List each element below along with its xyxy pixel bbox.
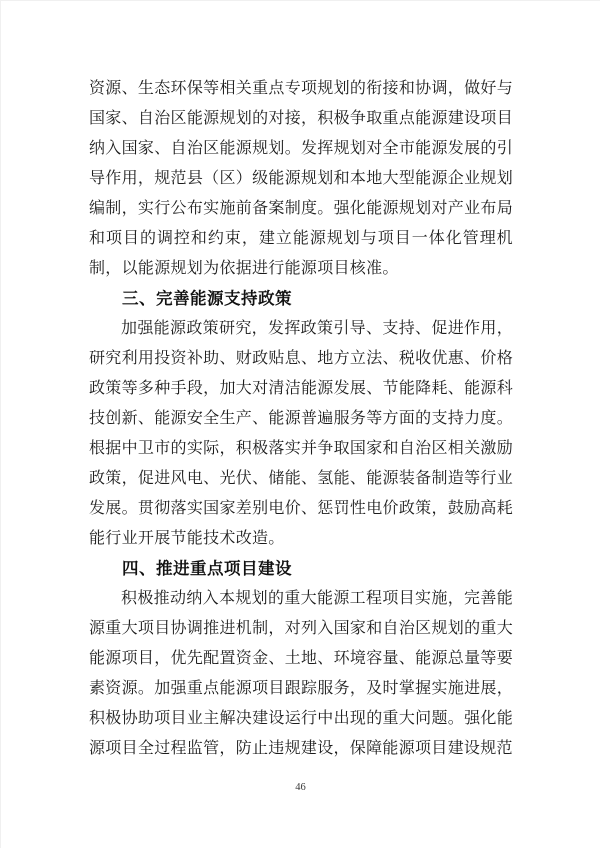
page-number: 46: [295, 782, 306, 793]
paragraph-policy-support: 加强能源政策研究，发挥政策引导、支持、促进作用，研究利用投资补助、财政贴息、地方立法、税收优惠、价格政策等多种手段，加大对清洁能源发展、节能降耗、能源科技创新、能源安全生产、能源普遍服务等方面的支持力度。根据中卫市的实际，积极落实并争取国家和自治区相关激励政策，促进风电、光伏、储能、氢能、能源装备制造等行业发展。贯彻落实国家差别电价、惩罚性电价政策，鼓励高耗能行业开展节能技术改造。: [89, 320, 513, 547]
section-heading-4: 四、推进重点项目建设: [122, 560, 292, 578]
paragraph-key-projects: 积极推动纳入本规划的重大能源工程项目实施，完善能源重大项目协调推进机制，对列入国家和自治区规划的重大能源项目，优先配置资金、土地、环境容量、能源总量等要素资源。加强重点能源项目跟踪服务，及时掌握实施进展，积极协助项目业主解决建设运行中出现的重大问题。强化能源项目全过程监管，防止违规建设，保障能源项目建设规范: [89, 590, 513, 757]
section-heading-3: 三、完善能源支持政策: [122, 290, 292, 308]
paragraph-continuation: 资源、生态环保等相关重点专项规划的衔接和协调，做好与国家、自治区能源规划的对接，积极争取重点能源建设项目纳入国家、自治区能源规划。发挥规划对全市能源发展的引导作用，规范县（区）级能源规划和本地大型能源企业规划编制，实行公布实施前备案制度。强化能源规划对产业布局和项目的调控和约束，建立能源规划与项目一体化管理机制，以能源规划为依据进行能源项目核准。: [89, 80, 513, 277]
page-content: [89, 74, 513, 764]
